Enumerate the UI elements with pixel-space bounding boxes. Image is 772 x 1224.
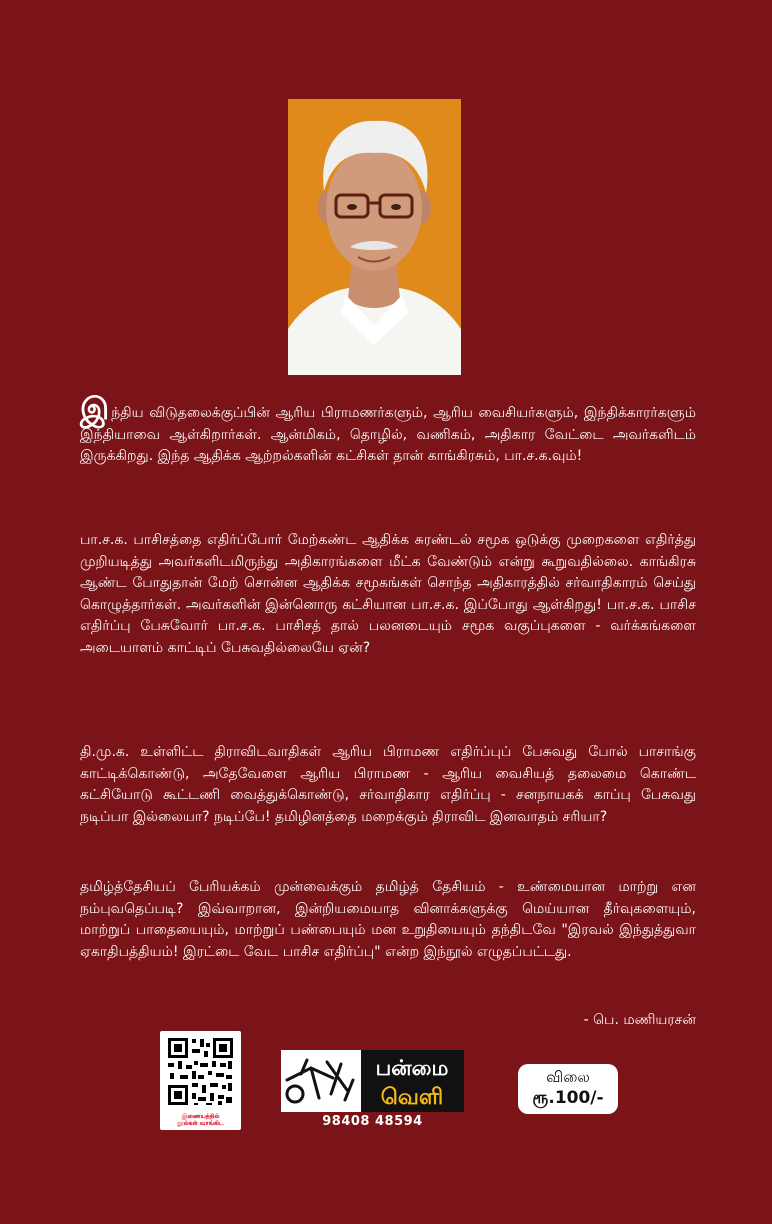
publisher-name-line-2: வெளி	[380, 1085, 444, 1110]
author-portrait-illustration	[288, 99, 461, 375]
publisher-logo	[281, 1050, 464, 1112]
qr-code-icon	[160, 1031, 241, 1113]
publisher-logo-graphic	[281, 1050, 464, 1112]
price-label: விலை	[546, 1068, 590, 1086]
paragraph-2: பா.ச.க. பாசிசத்தை எதிர்ப்போர் மேற்கண்ட ஆதிக்க சுரண்டல் சமூக ஒடுக்கு முறைகளை எதிர்த்து முறியடித்து அவர்களிடமிருந்து அதிகாரங்களை மீட்க வேண்டும் என்று கூறுவதில்லை. காங்கிரசு ஆண்ட போதுதான் மேற் சொன்ன ஆதிக்க சமூகங்கள் சொந்த அதிகாரத்தில் சர்வாதிகாரம் செய்து கொழுத்தார்கள். அவர்களின் இன்னொரு கட்சியான பா.ச.க. இப்போது ஆள்கிறது! பா.ச.க. பாசிச எதிர்ப்பு பேசுவோர் பா.ச.க. பாசிசத் தால் பலனடையும் சமூக வகுப்புகளை - வர்க்கங்களை அடையாளம் காட்டிப் பேசுவதில்லையே ஏன்?	[80, 532, 696, 656]
intro-paragraph	[80, 392, 696, 468]
qr-code[interactable]	[160, 1031, 241, 1130]
paragraph-text: ந்திய விடுதலைக்குப்பின் ஆரிய பிராமணர்களும், ஆரிய வைசியர்களும், இந்திக்காரர்களும் இந்தியாவை ஆள்கிறார்கள். ஆன்மிகம், தொழில், வணிகம், அதிகார வேட்டை அவர்களிடம் இருக்கிறது. இந்த ஆதிக்க ஆற்றல்களின் கட்சிகள் தான் காங்கிரசும், பா.ச.க.வும்!	[80, 405, 696, 464]
drop-cap: இ	[80, 392, 110, 427]
qr-caption	[160, 1113, 241, 1127]
author-signature: - பெ. மணியரசன்	[583, 1012, 696, 1028]
publisher-phone: 98408 48594	[322, 1114, 423, 1129]
paragraph-4: தமிழ்த்தேசியப் பேரியக்கம் முன்வைக்கும் தமிழ்த் தேசியம் - உண்மையான மாற்று என நம்புவதெப்படி? இவ்வாறான, இன்றியமையாத வினாக்களுக்கு மெய்யான தீர்வுகளையும், மாற்றுப் பாதையையும், மாற்றுப் பண்பையும் மன உறுதியையும் தந்திடவே "இரவல் இந்துத்துவா ஏகாதிபத்தியம்! இரட்டை வேட பாசிச எதிர்ப்பு" என்ற இந்நூல் எழுதப்பட்டது.	[80, 879, 696, 960]
paragraph-3: தி.மு.க. உள்ளிட்ட திராவிடவாதிகள் ஆரிய பிராமண எதிர்ப்புப் பேசுவது போல் பாசாங்கு காட்டிக்கொண்டு, அதேவேளை ஆரிய பிராமண - ஆரிய வைசியத் தலைமை கொண்ட கட்சியோடு கூட்டணி வைத்துக்கொண்டு, சர்வாதிகார எதிர்ப்பு - சனநாயகக் காப்பு பேசுவது நடிப்பா இல்லையா? நடிப்பே! தமிழினத்தை மறைக்கும் திராவிட இனவாதம் சரியா?	[80, 744, 696, 825]
author-photo	[288, 99, 461, 375]
qr-caption-line-2: நூல்கள் வாங்கிட	[177, 1120, 224, 1127]
price-badge	[518, 1064, 618, 1114]
price-value: ரூ.100/-	[532, 1088, 604, 1108]
qr-caption-line-1: இணையத்தில்	[181, 1113, 220, 1120]
publisher-name-line-1: பன்மை	[375, 1056, 449, 1080]
